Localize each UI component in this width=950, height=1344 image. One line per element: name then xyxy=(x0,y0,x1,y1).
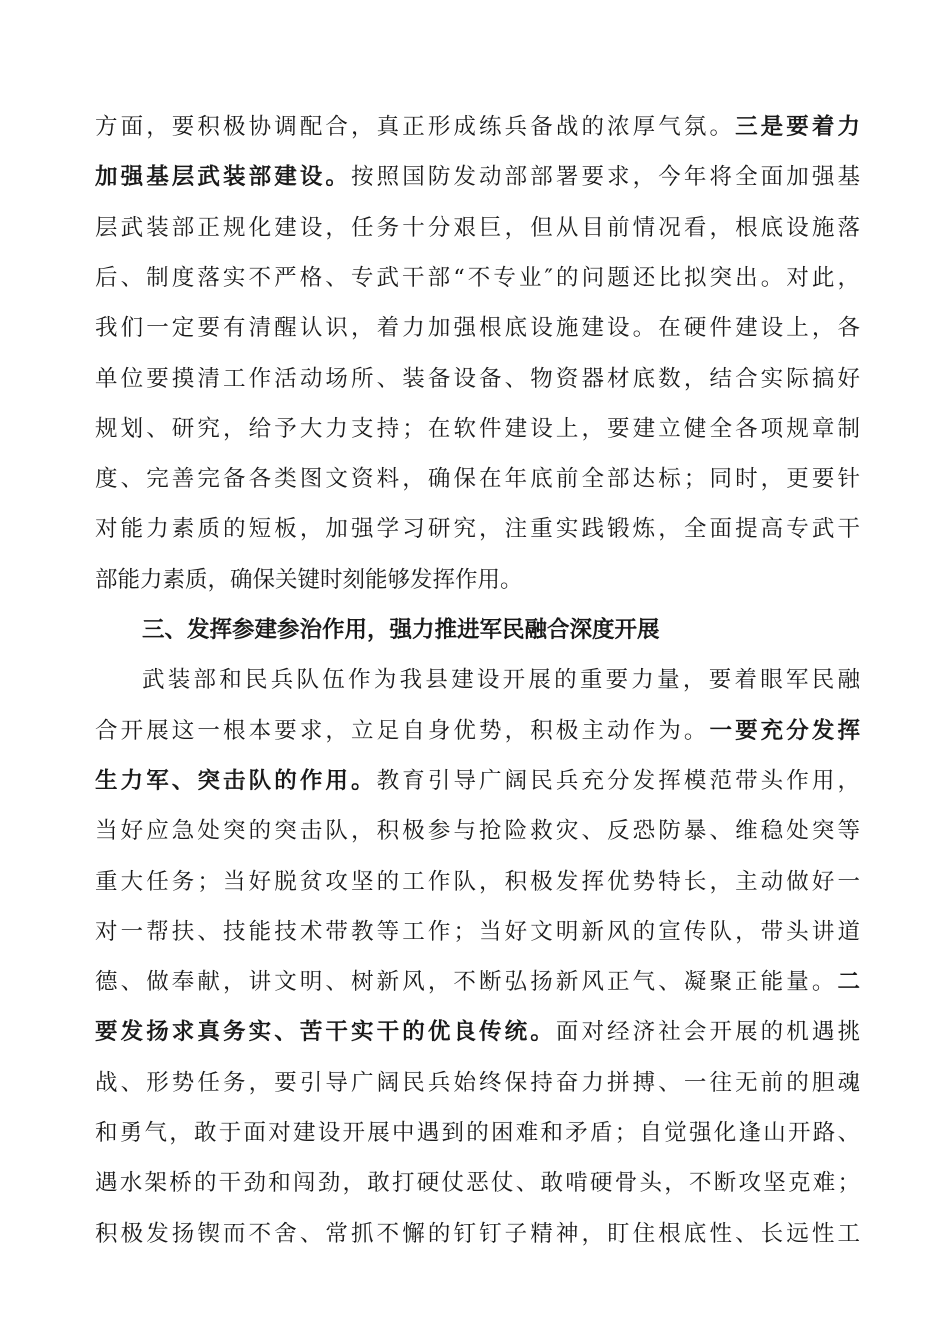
text-line xyxy=(95,258,860,298)
text-run: 和勇气，敢于面对建设开展中遇到的困难和矛盾；自觉强化逢山开路、 xyxy=(95,1120,860,1146)
text-line xyxy=(95,862,860,902)
bold-text-run: 要发扬求真务实、苦干实干的优良传统。 xyxy=(95,1019,556,1046)
text-line xyxy=(95,1163,860,1203)
text-line xyxy=(95,1012,860,1052)
text-run: 方面，要积极协调配合，真正形成练兵备战的浓厚气氛。 xyxy=(95,114,736,140)
text-line xyxy=(95,711,860,751)
text-line xyxy=(95,308,860,348)
text-run: 度、完善完备各类图文资料，确保在年底前全部达标；同时，更要针 xyxy=(95,466,860,493)
text-run: 我们一定要有清醒认识，着力加强根底设施建设。在硬件建设上，各 xyxy=(95,315,860,342)
bold-text-run: 三、发挥参建参治作用，强力推进军民融合深度开展 xyxy=(142,617,660,643)
text-run: 对一帮扶、技能技术带教等工作；当好文明新风的宣传队，带头讲道 xyxy=(95,918,860,945)
text-run: 对能力素质的短板，加强学习研究，注重实践锻炼，全面提高专武干 xyxy=(95,516,860,543)
text-line xyxy=(95,509,860,549)
text-line xyxy=(95,208,860,248)
bold-text-run: 生力军、突击队的作用。 xyxy=(95,767,377,794)
text-run: 武装部和民兵队伍作为我县建设开展的重要力量，要着眼军民融 xyxy=(142,667,860,694)
bold-text-run: 加强基层武装部建设。 xyxy=(95,164,352,191)
text-line xyxy=(95,359,860,399)
text-run: 积极发扬锲而不舍、常抓不懈的钉钉子精神，盯住根底性、长远性工 xyxy=(95,1220,860,1247)
text-line xyxy=(95,912,860,952)
text-line xyxy=(95,560,860,600)
text-run: 规划、研究，给予大力支持；在软件建设上，要建立健全各项规章制 xyxy=(95,415,860,442)
text-line xyxy=(95,1113,860,1153)
text-run: 层武装部正规化建设，任务十分艰巨，但从目前情况看，根底设施落 xyxy=(95,214,860,241)
text-line xyxy=(142,660,860,700)
text-run: 重大任务；当好脱贫攻坚的工作队，积极发挥优势特长，主动做好一 xyxy=(95,868,860,895)
bold-text-run: 二 xyxy=(837,969,860,996)
text-line xyxy=(95,811,860,851)
text-line xyxy=(95,1214,860,1254)
text-run: 单位要摸清工作活动场所、装备设备、物资器材底数，结合实际搞好 xyxy=(95,365,860,392)
text-run: 后、制度落实不严格、专武干部“不专业″的问题还比拟突出。对此， xyxy=(95,264,860,291)
text-line xyxy=(95,107,860,147)
text-run: 合开展这一根本要求，立足自身优势，积极主动作为。 xyxy=(95,717,710,744)
text-run: 按照国防发动部部署要求，今年将全面加强基 xyxy=(351,164,860,191)
text-run: 教育引导广阔民兵充分发挥模范带头作用， xyxy=(376,767,860,794)
text-run: 面对经济社会开展的机遇挑 xyxy=(555,1019,860,1046)
bold-text-run: 一要充分发挥 xyxy=(709,717,860,744)
text-run: 当好应急处突的突击队，积极参与抢险救灾、反恐防暴、维稳处突等 xyxy=(95,818,860,845)
bold-text-run: 三是要着力 xyxy=(735,114,860,140)
text-run: 德、做奉献，讲文明、树新风，不断弘扬新风正气、凝聚正能量。 xyxy=(95,969,838,996)
text-line xyxy=(95,1063,860,1103)
text-run: 战、形势任务，要引导广阔民兵始终保持奋力拼搏、一往无前的胆魂 xyxy=(95,1069,860,1096)
text-line xyxy=(95,157,860,197)
text-line xyxy=(95,962,860,1002)
text-line xyxy=(95,459,860,499)
text-run: 遇水架桥的干劲和闯劲，敢打硬仗恶仗、敢啃硬骨头，不断攻坚克难； xyxy=(95,1170,860,1197)
text-run: 部能力素质，确保关键时刻能够发挥作用。 xyxy=(95,566,523,593)
text-line xyxy=(95,761,860,801)
text-line xyxy=(95,409,860,449)
section-heading xyxy=(142,610,860,650)
